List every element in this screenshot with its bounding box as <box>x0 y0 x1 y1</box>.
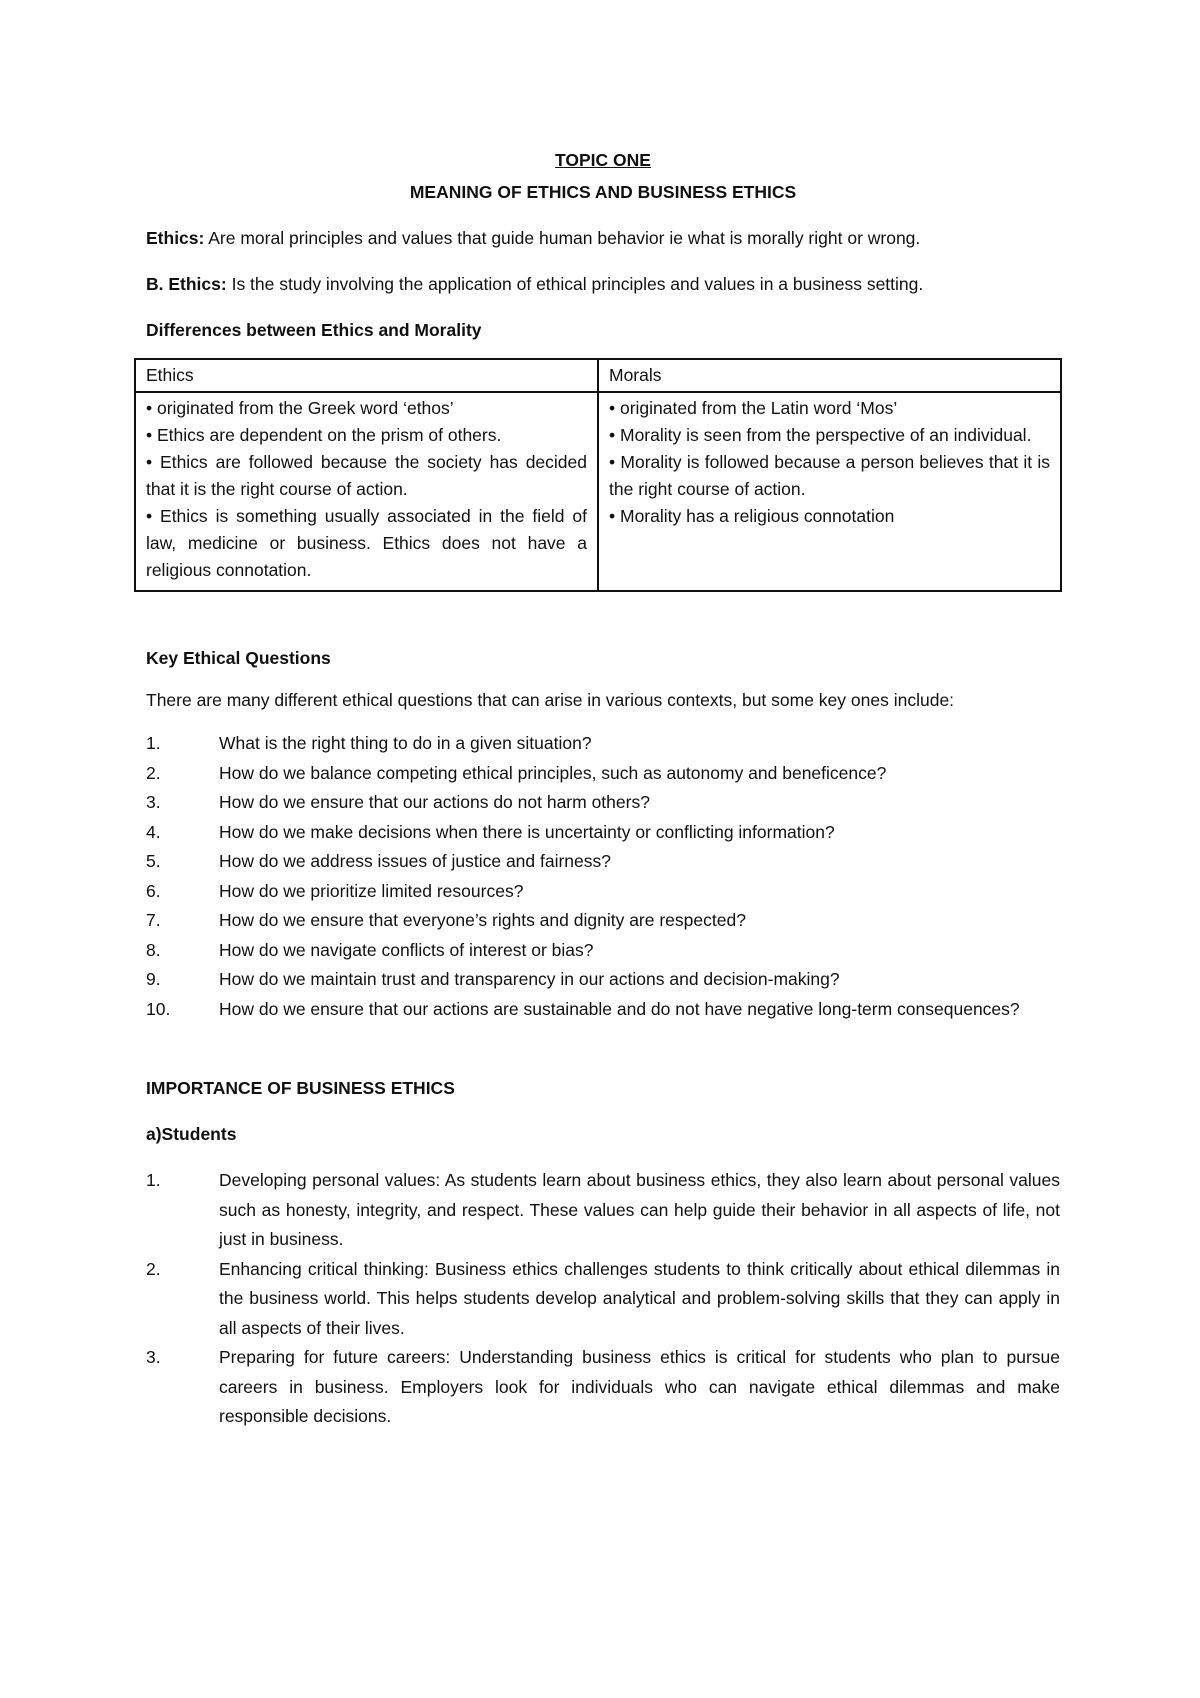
list-number: 7. <box>146 910 161 930</box>
morals-cell <box>598 392 1061 591</box>
list-number: 5. <box>146 851 161 871</box>
list-item <box>146 847 1060 877</box>
list-text: Preparing for future careers: Understanding business ethics is critical for students who plan to pursue careers in business. Employers look for individuals who can navigate ethical dilemmas and make responsible decisions. <box>219 1347 1060 1426</box>
key-questions-list <box>146 729 1060 1024</box>
list-item <box>146 788 1060 818</box>
list-number: 8. <box>146 939 161 960</box>
table-header-ethics: Ethics <box>135 359 598 392</box>
definition-business-ethics <box>146 272 1060 296</box>
list-text: How do we address issues of justice and fairness? <box>219 851 612 871</box>
differences-heading: Differences between Ethics and Morality <box>146 320 482 340</box>
list-item <box>146 877 1060 907</box>
list-text: How do we ensure that everyone’s rights and dignity are respected? <box>219 910 746 930</box>
list-text: How do we balance competing ethical principles, such as autonomy and beneficence? <box>219 762 887 783</box>
list-number: 9. <box>146 969 161 989</box>
list-text: How do we prioritize limited resources? <box>219 880 524 901</box>
list-text: How do we navigate conflicts of interest or bias? <box>219 939 594 960</box>
list-text: What is the right thing to do in a given situation? <box>219 733 592 753</box>
list-number: 4. <box>146 821 161 842</box>
list-item <box>146 729 1060 759</box>
differences-table <box>134 358 1062 592</box>
list-text: How do we ensure that our actions do not harm others? <box>219 792 650 812</box>
ethics-item: • Ethics are followed because the society has decided that it is the right course of action. <box>146 452 587 499</box>
importance-list <box>146 1166 1060 1432</box>
importance-subheading: a)Students <box>146 1124 237 1144</box>
list-number: 10. <box>146 998 171 1019</box>
list-item <box>146 906 1060 936</box>
document-page <box>146 140 1060 1432</box>
list-item <box>146 818 1060 848</box>
table-header-row <box>135 359 1061 392</box>
list-number: 3. <box>146 1347 161 1367</box>
morals-item: • originated from the Latin word ‘Mos’ <box>609 398 898 418</box>
list-item <box>146 936 1060 966</box>
table-header-morals: Morals <box>598 359 1061 392</box>
definition-ethics-label: Ethics: <box>146 228 205 248</box>
ethics-item: • originated from the Greek word ‘ethos’ <box>146 398 454 418</box>
definition-business-ethics-text: Is the study involving the application of ethical principles and values in a business setting. <box>226 274 924 294</box>
list-number: 2. <box>146 1258 161 1279</box>
list-number: 2. <box>146 762 161 783</box>
key-questions-heading: Key Ethical Questions <box>146 648 331 668</box>
morals-item: • Morality is seen from the perspective of an individual. <box>609 425 1032 445</box>
list-number: 6. <box>146 880 161 901</box>
list-number: 3. <box>146 792 161 812</box>
list-item <box>146 1255 1060 1344</box>
list-item <box>146 1343 1060 1432</box>
list-item <box>146 965 1060 995</box>
document-title: MEANING OF ETHICS AND BUSINESS ETHICS <box>409 182 797 202</box>
definition-business-ethics-label: B. Ethics: <box>146 274 227 294</box>
morals-item: • Morality has a religious connotation <box>609 506 895 526</box>
definition-ethics <box>146 226 1060 250</box>
list-number: 1. <box>146 733 161 753</box>
importance-heading: IMPORTANCE OF BUSINESS ETHICS <box>146 1078 455 1098</box>
list-item <box>146 1166 1060 1255</box>
list-number: 1. <box>146 1170 161 1190</box>
topic-title: TOPIC ONE <box>555 150 651 170</box>
list-text: How do we make decisions when there is uncertainty or conflicting information? <box>219 821 835 842</box>
list-item <box>146 759 1060 789</box>
ethics-item: • Ethics are dependent on the prism of others. <box>146 425 502 445</box>
key-questions-intro: There are many different ethical questions that can arise in various contexts, but some key ones include: <box>146 690 955 710</box>
list-text: Enhancing critical thinking: Business ethics challenges students to think critically about ethical dilemmas in the business world. This helps students develop analytical and problem-solving skills that they can apply in all aspects of their lives. <box>219 1258 1060 1338</box>
ethics-item: • Ethics is something usually associated in the field of law, medicine or business. Ethics does not have a religious connotation. <box>146 506 587 580</box>
ethics-cell <box>135 392 598 591</box>
list-text: How do we maintain trust and transparency in our actions and decision-making? <box>219 969 840 989</box>
list-item <box>146 995 1060 1025</box>
list-text: Developing personal values: As students learn about business ethics, they also learn about personal values such as honesty, integrity, and respect. These values can help guide their behavior in all aspects of life, not just in business. <box>219 1170 1060 1249</box>
table-row <box>135 392 1061 591</box>
list-text: How do we ensure that our actions are sustainable and do not have negative long-term consequences? <box>219 998 1020 1019</box>
morals-item: • Morality is followed because a person believes that it is the right course of action. <box>609 452 1050 499</box>
definition-ethics-text: Are moral principles and values that guide human behavior ie what is morally right or wrong. <box>204 228 921 248</box>
